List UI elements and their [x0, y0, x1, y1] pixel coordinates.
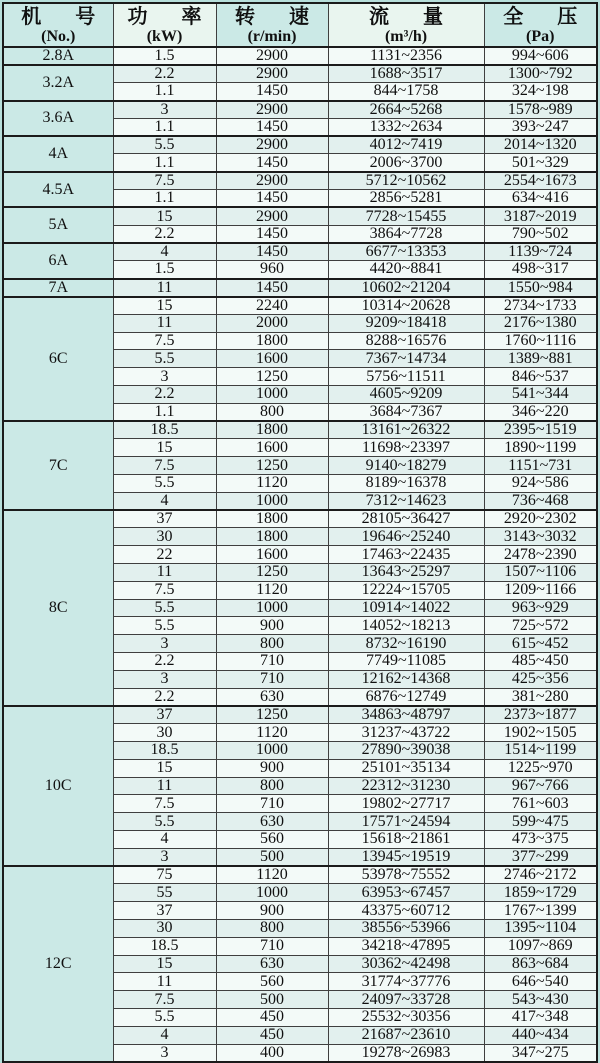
speed-cell: 560	[216, 973, 328, 991]
speed-cell: 500	[216, 991, 328, 1009]
power-cell: 75	[113, 866, 216, 884]
flow-cell: 13643~25297	[328, 564, 484, 582]
flow-cell: 5712~10562	[328, 172, 484, 190]
pressure-cell: 2176~1380	[484, 314, 597, 332]
pressure-cell: 1550~984	[484, 279, 597, 297]
pressure-cell: 377~299	[484, 848, 597, 866]
flow-cell: 3684~7367	[328, 403, 484, 421]
header-label-pressure: 全 压	[503, 5, 585, 28]
pressure-cell: 417~348	[484, 1008, 597, 1026]
pressure-cell: 1389~881	[484, 350, 597, 368]
speed-cell: 400	[216, 1044, 328, 1062]
power-cell: 2.2	[113, 653, 216, 671]
power-cell: 7.5	[113, 172, 216, 190]
flow-cell: 5756~11511	[328, 368, 484, 386]
header-label-power: 功 率	[127, 5, 209, 28]
flow-cell: 13161~26322	[328, 421, 484, 439]
header-cell-speed	[216, 3, 328, 47]
pressure-cell: 347~275	[484, 1044, 597, 1062]
speed-cell: 800	[216, 403, 328, 421]
power-cell: 15	[113, 207, 216, 225]
power-cell: 1.1	[113, 83, 216, 101]
speed-cell: 2900	[216, 207, 328, 225]
pressure-cell: 846~537	[484, 368, 597, 386]
flow-cell: 1688~3517	[328, 65, 484, 83]
power-cell: 4	[113, 1026, 216, 1044]
speed-cell: 800	[216, 919, 328, 937]
flow-cell: 9209~18418	[328, 314, 484, 332]
pressure-cell: 1097~869	[484, 937, 597, 955]
header-cell-pressure	[484, 3, 597, 47]
spec-row	[3, 243, 597, 261]
power-cell: 3	[113, 670, 216, 688]
speed-cell: 1600	[216, 350, 328, 368]
spec-row	[3, 136, 597, 154]
power-cell: 37	[113, 510, 216, 528]
speed-cell: 630	[216, 955, 328, 973]
speed-cell: 1120	[216, 581, 328, 599]
pressure-cell: 967~766	[484, 777, 597, 795]
speed-cell: 1120	[216, 866, 328, 884]
power-cell: 1.1	[113, 118, 216, 136]
spec-row	[3, 279, 597, 297]
power-cell: 15	[113, 297, 216, 315]
spec-row	[3, 65, 597, 83]
speed-cell: 1000	[216, 741, 328, 759]
spec-row	[3, 207, 597, 225]
pressure-cell: 1514~1199	[484, 741, 597, 759]
pressure-cell: 324~198	[484, 83, 597, 101]
speed-cell: 710	[216, 653, 328, 671]
power-cell: 7.5	[113, 457, 216, 475]
pressure-cell: 924~586	[484, 475, 597, 493]
flow-cell: 31774~37776	[328, 973, 484, 991]
flow-cell: 19646~25240	[328, 528, 484, 546]
flow-cell: 38556~53966	[328, 919, 484, 937]
speed-cell: 560	[216, 830, 328, 848]
pressure-cell: 2734~1733	[484, 297, 597, 315]
flow-cell: 4605~9209	[328, 386, 484, 404]
flow-cell: 2664~5268	[328, 101, 484, 119]
power-cell: 18.5	[113, 421, 216, 439]
flow-cell: 34218~47895	[328, 937, 484, 955]
pressure-cell: 2373~1877	[484, 706, 597, 724]
model-cell: 2.8A	[3, 47, 113, 65]
flow-cell: 844~1758	[328, 83, 484, 101]
flow-cell: 25101~35134	[328, 759, 484, 777]
flow-cell: 6876~12749	[328, 688, 484, 706]
power-cell: 15	[113, 955, 216, 973]
power-cell: 3	[113, 635, 216, 653]
spec-row	[3, 297, 597, 315]
flow-cell: 7367~14734	[328, 350, 484, 368]
power-cell: 37	[113, 706, 216, 724]
power-cell: 11	[113, 564, 216, 582]
speed-cell: 1000	[216, 599, 328, 617]
flow-cell: 4012~7419	[328, 136, 484, 154]
pressure-cell: 634~416	[484, 190, 597, 208]
speed-cell: 1450	[216, 243, 328, 261]
spec-row	[3, 510, 597, 528]
flow-cell: 8189~16378	[328, 475, 484, 493]
header-unit-speed: (r/min)	[247, 27, 297, 45]
model-cell: 6C	[3, 297, 113, 422]
speed-cell: 2900	[216, 65, 328, 83]
speed-cell: 1250	[216, 368, 328, 386]
pressure-cell: 2478~2390	[484, 546, 597, 564]
flow-cell: 6677~13353	[328, 243, 484, 261]
flow-cell: 9140~18279	[328, 457, 484, 475]
header-unit-power: (kW)	[146, 27, 183, 45]
spec-row	[3, 706, 597, 724]
power-cell: 1.1	[113, 190, 216, 208]
pressure-cell: 3143~3032	[484, 528, 597, 546]
power-cell: 5.5	[113, 813, 216, 831]
model-cell: 4A	[3, 136, 113, 172]
speed-cell: 1120	[216, 724, 328, 742]
power-cell: 7.5	[113, 332, 216, 350]
flow-cell: 19278~26983	[328, 1044, 484, 1062]
speed-cell: 710	[216, 670, 328, 688]
pressure-cell: 863~684	[484, 955, 597, 973]
model-cell: 5A	[3, 207, 113, 243]
header-label-model: 机 号	[21, 5, 103, 28]
model-cell: 3.6A	[3, 101, 113, 137]
speed-cell: 1000	[216, 492, 328, 510]
pressure-cell: 725~572	[484, 617, 597, 635]
speed-cell: 1450	[216, 118, 328, 136]
power-cell: 30	[113, 919, 216, 937]
flow-cell: 17463~22435	[328, 546, 484, 564]
power-cell: 11	[113, 314, 216, 332]
pressure-cell: 440~434	[484, 1026, 597, 1044]
power-cell: 5.5	[113, 599, 216, 617]
speed-cell: 450	[216, 1026, 328, 1044]
power-cell: 2.2	[113, 688, 216, 706]
power-cell: 4	[113, 830, 216, 848]
speed-cell: 1250	[216, 564, 328, 582]
speed-cell: 2900	[216, 101, 328, 119]
flow-cell: 11698~23397	[328, 439, 484, 457]
pressure-cell: 381~280	[484, 688, 597, 706]
flow-cell: 1131~2356	[328, 47, 484, 65]
power-cell: 5.5	[113, 350, 216, 368]
power-cell: 2.2	[113, 65, 216, 83]
pressure-cell: 615~452	[484, 635, 597, 653]
speed-cell: 630	[216, 688, 328, 706]
model-cell: 7A	[3, 279, 113, 297]
speed-cell: 1600	[216, 546, 328, 564]
power-cell: 15	[113, 439, 216, 457]
flow-cell: 15618~21861	[328, 830, 484, 848]
speed-cell: 1800	[216, 332, 328, 350]
pressure-cell: 2554~1673	[484, 172, 597, 190]
model-cell: 7C	[3, 421, 113, 510]
speed-cell: 1120	[216, 475, 328, 493]
power-cell: 1.5	[113, 261, 216, 279]
pressure-cell: 498~317	[484, 261, 597, 279]
pressure-cell: 1760~1116	[484, 332, 597, 350]
flow-cell: 31237~43722	[328, 724, 484, 742]
pressure-cell: 1902~1505	[484, 724, 597, 742]
flow-cell: 12224~15705	[328, 581, 484, 599]
pressure-cell: 1209~1166	[484, 581, 597, 599]
model-cell: 3.2A	[3, 65, 113, 101]
spec-table-body	[3, 47, 597, 1062]
speed-cell: 800	[216, 635, 328, 653]
spec-row	[3, 866, 597, 884]
flow-cell: 8288~16576	[328, 332, 484, 350]
header-label-flow: 流 量	[369, 5, 450, 28]
power-cell: 2.2	[113, 386, 216, 404]
flow-cell: 3864~7728	[328, 225, 484, 243]
fan-spec-table	[2, 2, 598, 1063]
pressure-cell: 1395~1104	[484, 919, 597, 937]
pressure-cell: 2395~1519	[484, 421, 597, 439]
model-cell: 4.5A	[3, 172, 113, 208]
speed-cell: 900	[216, 617, 328, 635]
pressure-cell: 1139~724	[484, 243, 597, 261]
pressure-cell: 994~606	[484, 47, 597, 65]
power-cell: 1.1	[113, 403, 216, 421]
flow-cell: 8732~16190	[328, 635, 484, 653]
power-cell: 30	[113, 528, 216, 546]
flow-cell: 14052~18213	[328, 617, 484, 635]
power-cell: 11	[113, 279, 216, 297]
flow-cell: 2856~5281	[328, 190, 484, 208]
power-cell: 11	[113, 777, 216, 795]
speed-cell: 1450	[216, 279, 328, 297]
power-cell: 3	[113, 101, 216, 119]
flow-cell: 10602~21204	[328, 279, 484, 297]
flow-cell: 1332~2634	[328, 118, 484, 136]
header-unit-model: (No.)	[41, 27, 76, 45]
power-cell: 7.5	[113, 991, 216, 1009]
flow-cell: 7749~11085	[328, 653, 484, 671]
flow-cell: 27890~39038	[328, 741, 484, 759]
flow-cell: 7312~14623	[328, 492, 484, 510]
speed-cell: 1800	[216, 528, 328, 546]
speed-cell: 450	[216, 1008, 328, 1026]
pressure-cell: 2920~2302	[484, 510, 597, 528]
pressure-cell: 3187~2019	[484, 207, 597, 225]
pressure-cell: 1890~1199	[484, 439, 597, 457]
speed-cell: 2240	[216, 297, 328, 315]
pressure-cell: 2014~1320	[484, 136, 597, 154]
flow-cell: 10314~20628	[328, 297, 484, 315]
speed-cell: 1800	[216, 510, 328, 528]
header-cell-power	[113, 3, 216, 47]
header-cell-flow	[328, 3, 484, 47]
power-cell: 5.5	[113, 1008, 216, 1026]
pressure-cell: 790~502	[484, 225, 597, 243]
power-cell: 3	[113, 848, 216, 866]
model-cell: 6A	[3, 243, 113, 279]
flow-cell: 43375~60712	[328, 902, 484, 920]
speed-cell: 2900	[216, 172, 328, 190]
model-cell: 12C	[3, 866, 113, 1062]
speed-cell: 1800	[216, 421, 328, 439]
speed-cell: 1600	[216, 439, 328, 457]
spec-row	[3, 421, 597, 439]
flow-cell: 10914~14022	[328, 599, 484, 617]
pressure-cell: 346~220	[484, 403, 597, 421]
speed-cell: 500	[216, 848, 328, 866]
power-cell: 30	[113, 724, 216, 742]
power-cell: 5.5	[113, 136, 216, 154]
speed-cell: 2000	[216, 314, 328, 332]
power-cell: 18.5	[113, 937, 216, 955]
power-cell: 4	[113, 243, 216, 261]
flow-cell: 19802~27717	[328, 795, 484, 813]
speed-cell: 900	[216, 759, 328, 777]
speed-cell: 900	[216, 902, 328, 920]
pressure-cell: 1859~1729	[484, 884, 597, 902]
power-cell: 1.5	[113, 47, 216, 65]
pressure-cell: 1507~1106	[484, 564, 597, 582]
pressure-cell: 501~329	[484, 154, 597, 172]
speed-cell: 1450	[216, 83, 328, 101]
pressure-cell: 646~540	[484, 973, 597, 991]
power-cell: 5.5	[113, 475, 216, 493]
pressure-cell: 473~375	[484, 830, 597, 848]
flow-cell: 34863~48797	[328, 706, 484, 724]
speed-cell: 1450	[216, 154, 328, 172]
speed-cell: 630	[216, 813, 328, 831]
flow-cell: 22312~31230	[328, 777, 484, 795]
pressure-cell: 1578~989	[484, 101, 597, 119]
pressure-cell: 1300~792	[484, 65, 597, 83]
pressure-cell: 761~603	[484, 795, 597, 813]
power-cell: 1.1	[113, 154, 216, 172]
speed-cell: 960	[216, 261, 328, 279]
pressure-cell: 2746~2172	[484, 866, 597, 884]
speed-cell: 800	[216, 777, 328, 795]
flow-cell: 7728~15455	[328, 207, 484, 225]
flow-cell: 4420~8841	[328, 261, 484, 279]
speed-cell: 1000	[216, 884, 328, 902]
flow-cell: 21687~23610	[328, 1026, 484, 1044]
power-cell: 37	[113, 902, 216, 920]
speed-cell: 2900	[216, 47, 328, 65]
pressure-cell: 963~929	[484, 599, 597, 617]
flow-cell: 13945~19519	[328, 848, 484, 866]
power-cell: 11	[113, 973, 216, 991]
header-cell-model	[3, 3, 113, 47]
pressure-cell: 1767~1399	[484, 902, 597, 920]
pressure-cell: 1151~731	[484, 457, 597, 475]
power-cell: 3	[113, 1044, 216, 1062]
header-label-speed: 转 速	[235, 5, 316, 28]
spec-row	[3, 47, 597, 65]
power-cell: 55	[113, 884, 216, 902]
power-cell: 7.5	[113, 795, 216, 813]
flow-cell: 63953~67457	[328, 884, 484, 902]
speed-cell: 1250	[216, 457, 328, 475]
power-cell: 7.5	[113, 581, 216, 599]
flow-cell: 24097~33728	[328, 991, 484, 1009]
flow-cell: 2006~3700	[328, 154, 484, 172]
flow-cell: 30362~42498	[328, 955, 484, 973]
pressure-cell: 485~450	[484, 653, 597, 671]
flow-cell: 25532~30356	[328, 1008, 484, 1026]
power-cell: 3	[113, 368, 216, 386]
power-cell: 15	[113, 759, 216, 777]
header-unit-pressure: (Pa)	[526, 27, 555, 45]
header-unit-flow: (m³/h)	[384, 27, 428, 45]
pressure-cell: 541~344	[484, 386, 597, 404]
power-cell: 22	[113, 546, 216, 564]
flow-cell: 53978~75552	[328, 866, 484, 884]
speed-cell: 710	[216, 937, 328, 955]
pressure-cell: 425~356	[484, 670, 597, 688]
model-cell: 10C	[3, 706, 113, 866]
speed-cell: 1000	[216, 386, 328, 404]
power-cell: 5.5	[113, 617, 216, 635]
flow-cell: 28105~36427	[328, 510, 484, 528]
spec-row	[3, 101, 597, 119]
power-cell: 18.5	[113, 741, 216, 759]
pressure-cell: 736~468	[484, 492, 597, 510]
speed-cell: 1450	[216, 190, 328, 208]
pressure-cell: 1225~970	[484, 759, 597, 777]
power-cell: 2.2	[113, 225, 216, 243]
flow-cell: 12162~14368	[328, 670, 484, 688]
power-cell: 4	[113, 492, 216, 510]
flow-cell: 17571~24594	[328, 813, 484, 831]
pressure-cell: 393~247	[484, 118, 597, 136]
model-cell: 8C	[3, 510, 113, 706]
speed-cell: 1450	[216, 225, 328, 243]
speed-cell: 710	[216, 795, 328, 813]
pressure-cell: 599~475	[484, 813, 597, 831]
speed-cell: 1250	[216, 706, 328, 724]
pressure-cell: 543~430	[484, 991, 597, 1009]
speed-cell: 2900	[216, 136, 328, 154]
table-header-row	[3, 3, 597, 47]
spec-row	[3, 172, 597, 190]
